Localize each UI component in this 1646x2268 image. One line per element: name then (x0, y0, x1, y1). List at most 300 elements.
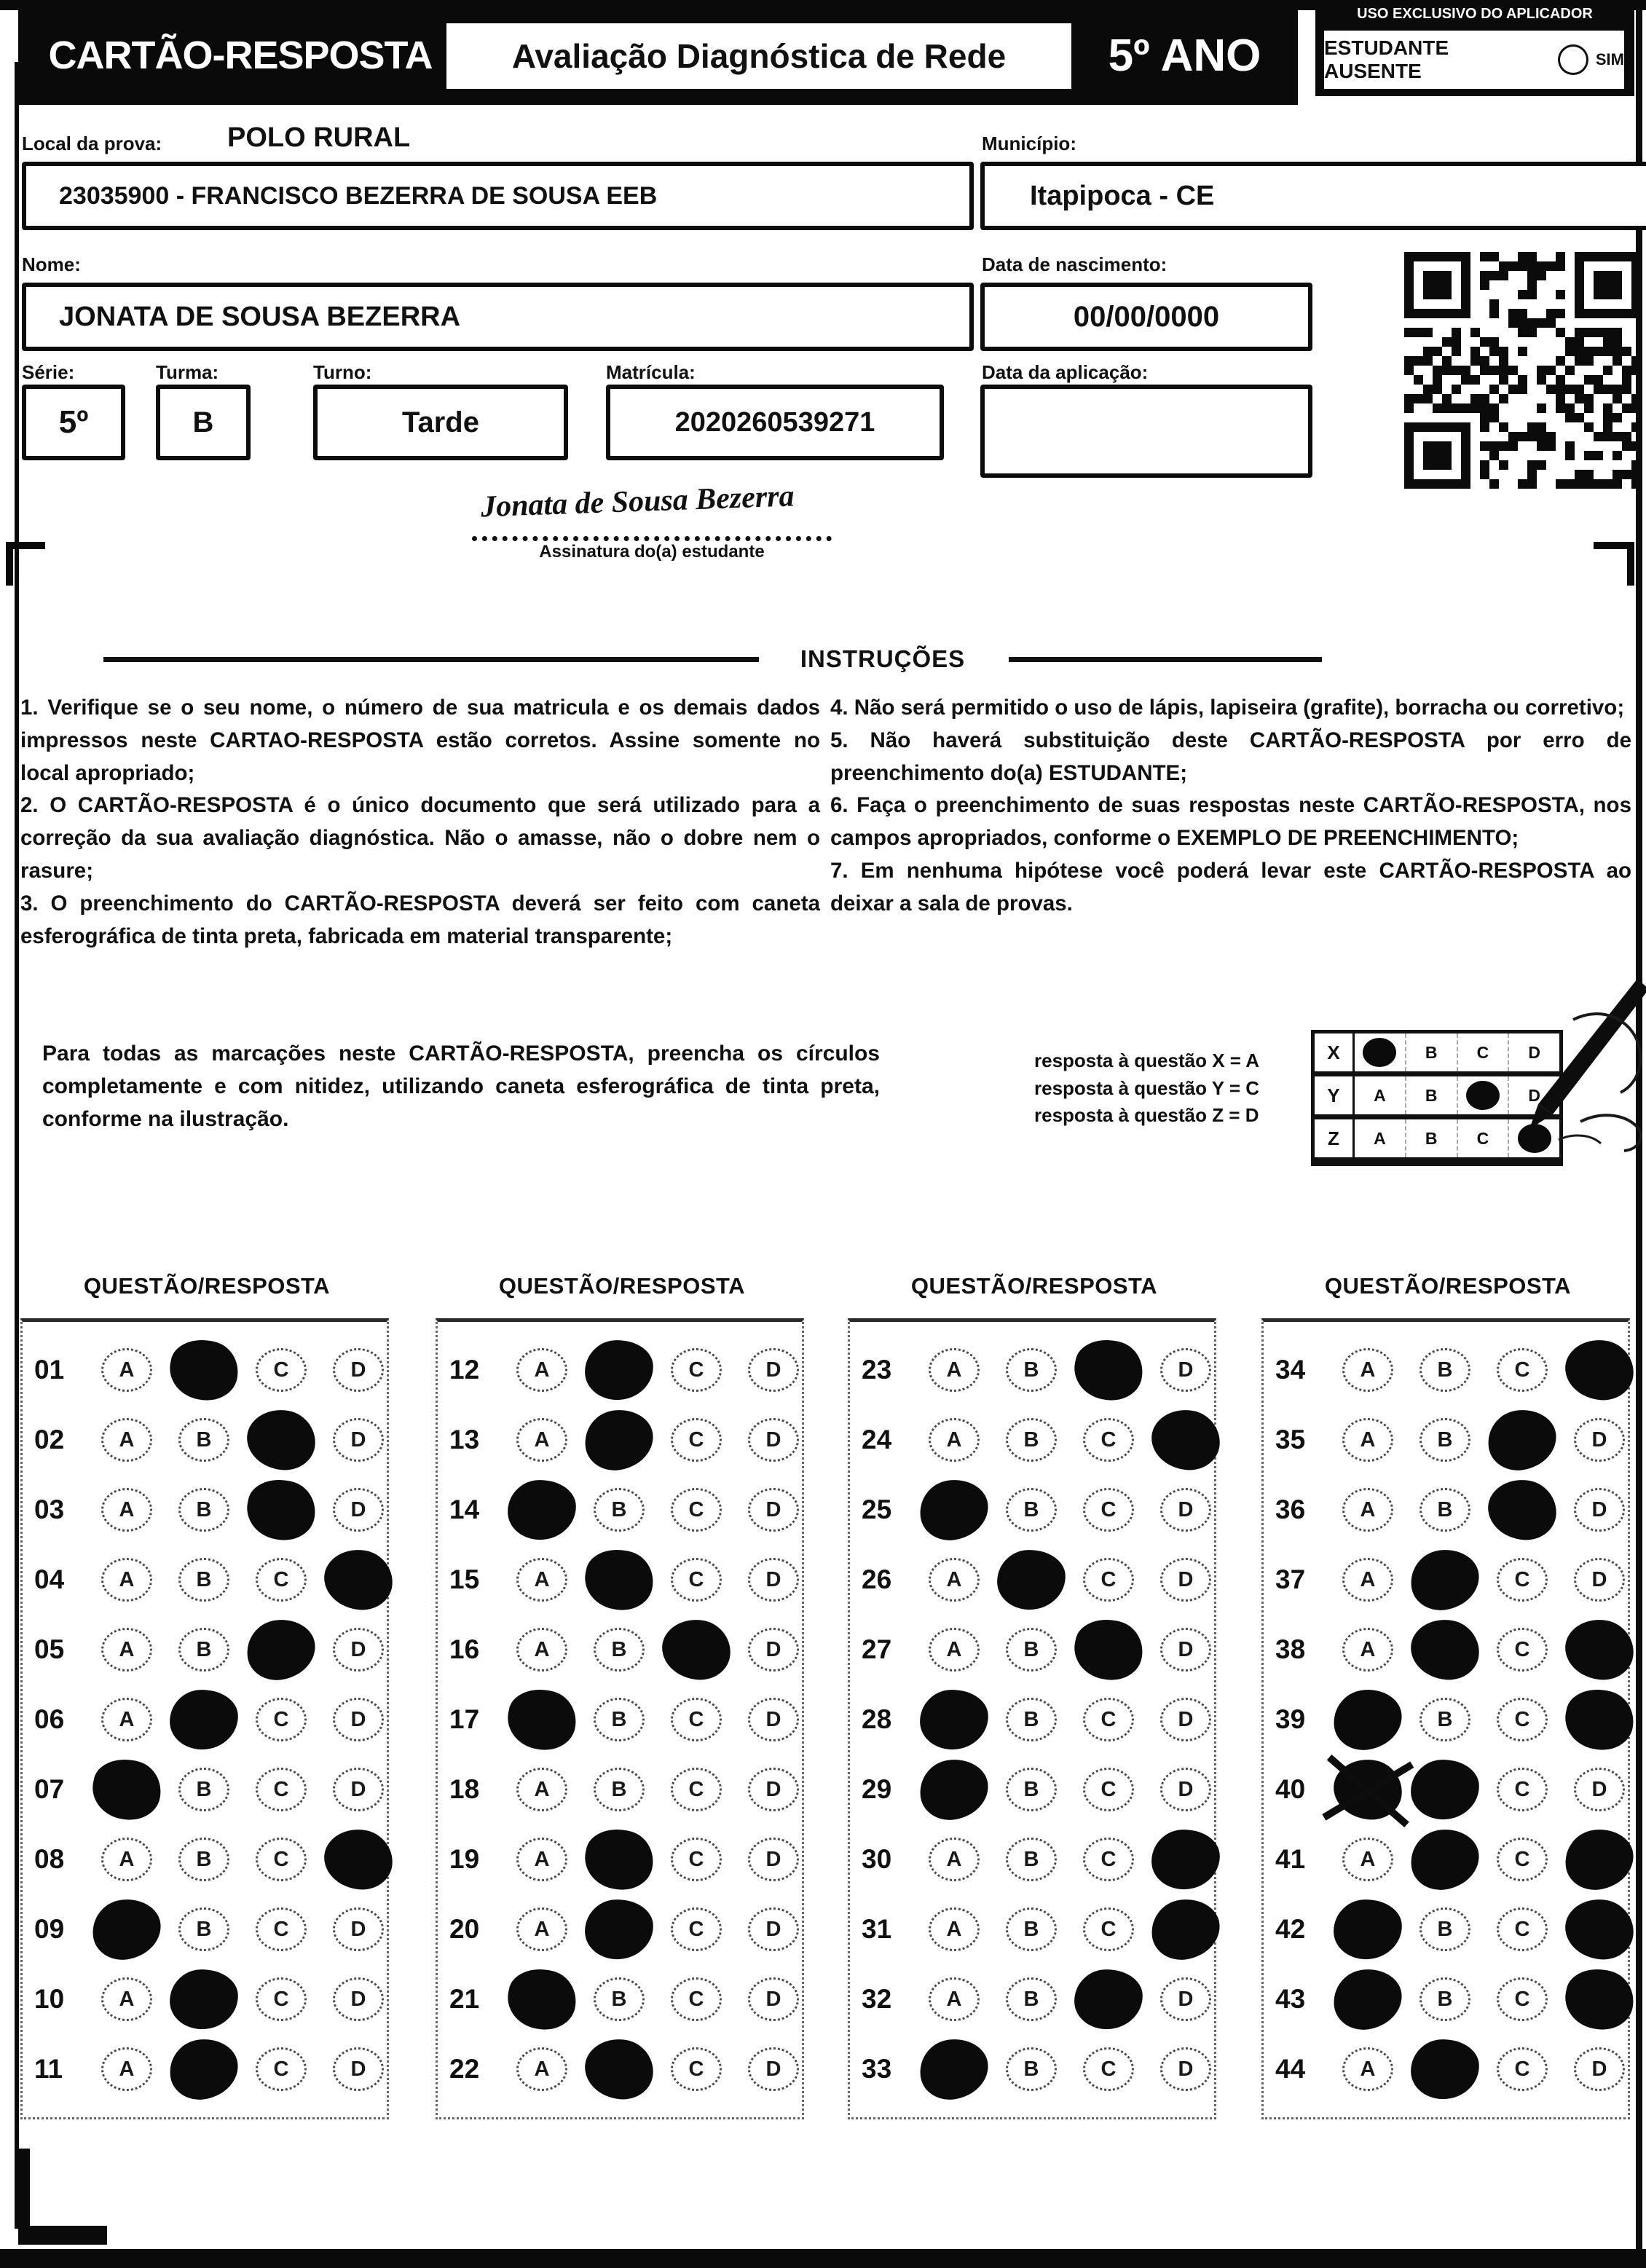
bubble-06-D[interactable] (333, 1698, 384, 1741)
bubble-21-D[interactable] (748, 1977, 799, 2021)
grade-badge: 5º ANO (1108, 30, 1261, 81)
bubble-letter: A (119, 1497, 135, 1521)
bubble-07-D[interactable] (333, 1768, 384, 1811)
bubble-21-A[interactable] (516, 1977, 567, 2021)
bubble-03-D[interactable] (333, 1488, 384, 1532)
options-group (516, 1698, 799, 1741)
bubble-33-A[interactable] (929, 2047, 980, 2091)
bubble-23-C[interactable] (1083, 1348, 1134, 1392)
question-number: 05 (34, 1634, 65, 1664)
bubble-08-D[interactable] (333, 1838, 384, 1881)
bubble-letter: D (350, 1987, 366, 2011)
bubble-31-A[interactable] (929, 1907, 980, 1951)
question-number: 41 (1275, 1844, 1306, 1874)
left-border-line (15, 62, 19, 2229)
bubble-letter: D (1178, 1358, 1194, 1382)
bubble-06-B[interactable] (178, 1698, 229, 1741)
bubble-36-C[interactable] (1497, 1488, 1548, 1532)
bubble-23-D[interactable] (1160, 1348, 1211, 1392)
bubble-letter: D (1178, 2057, 1194, 2081)
bubble-15-D[interactable] (748, 1558, 799, 1602)
bubble-23-B[interactable] (1006, 1348, 1057, 1392)
bubble-30-B[interactable] (1006, 1838, 1057, 1881)
bubble-20-A[interactable] (516, 1907, 567, 1951)
bubble-25-D[interactable] (1160, 1488, 1211, 1532)
bubble-30-A[interactable] (929, 1838, 980, 1881)
bubble-18-B[interactable] (594, 1768, 645, 1811)
bubble-28-C[interactable] (1083, 1698, 1134, 1741)
answer-row-14 (438, 1488, 802, 1532)
bubble-letter: C (1514, 1847, 1530, 1871)
answer-row-37 (1264, 1558, 1628, 1602)
bubble-letter: A (119, 1358, 135, 1382)
bubble-40-A[interactable] (1342, 1768, 1393, 1811)
bubble-23-A[interactable] (929, 1348, 980, 1392)
options-group (101, 1907, 384, 1951)
bubble-09-D[interactable] (333, 1907, 384, 1951)
bubble-39-B[interactable] (1419, 1698, 1470, 1741)
bubble-29-B[interactable] (1006, 1768, 1057, 1811)
answer-row-41 (1264, 1838, 1628, 1881)
bubble-12-A[interactable] (516, 1348, 567, 1392)
bubble-18-A[interactable] (516, 1768, 567, 1811)
bubble-05-A[interactable] (101, 1628, 152, 1672)
bubble-37-A[interactable] (1342, 1558, 1393, 1602)
bubble-41-A[interactable] (1342, 1838, 1393, 1881)
bubble-letter: A (534, 1777, 550, 1801)
bubble-13-A[interactable] (516, 1418, 567, 1462)
bubble-letter: D (350, 1358, 366, 1382)
bubble-37-B[interactable] (1419, 1558, 1470, 1602)
bubble-26-A[interactable] (929, 1558, 980, 1602)
bubble-11-B[interactable] (178, 2047, 229, 2091)
question-number: 07 (34, 1774, 65, 1804)
bubble-letter: D (765, 1428, 781, 1452)
instruction-item: 3. O preenchimento do CARTÃO-RESPOSTA deverá ser feito com caneta esferográfica de tinta preta, fabricada em material transparente; (20, 891, 820, 948)
filled-mark-27-C (1069, 1613, 1149, 1686)
bubble-13-B[interactable] (594, 1418, 645, 1462)
bubble-18-D[interactable] (748, 1768, 799, 1811)
bubble-26-D[interactable] (1160, 1558, 1211, 1602)
answer-row-13 (438, 1418, 802, 1462)
question-number: 16 (449, 1634, 480, 1664)
bubble-08-B[interactable] (178, 1838, 229, 1881)
question-number: 20 (449, 1914, 480, 1944)
bubble-letter: B (196, 1567, 212, 1591)
bubble-05-C[interactable] (256, 1628, 307, 1672)
bubble-19-B[interactable] (594, 1838, 645, 1881)
bubble-letter: C (1514, 1777, 1530, 1801)
filled-mark-38-D (1563, 1617, 1637, 1682)
bubble-25-B[interactable] (1006, 1488, 1057, 1532)
bottom-border-bar (0, 2249, 1646, 2268)
bubble-letter: D (350, 1497, 366, 1521)
filled-mark-25-A (916, 1476, 992, 1544)
bubble-18-C[interactable] (671, 1768, 722, 1811)
bubble-20-D[interactable] (748, 1907, 799, 1951)
bubble-09-A[interactable] (101, 1907, 152, 1951)
bubble-19-C[interactable] (671, 1838, 722, 1881)
bubble-40-D[interactable] (1574, 1768, 1625, 1811)
bubble-11-C[interactable] (256, 2047, 307, 2091)
answer-row-33 (850, 2047, 1214, 2091)
bubble-letter: A (1360, 2057, 1376, 2081)
bubble-07-B[interactable] (178, 1768, 229, 1811)
bubble-36-D[interactable] (1574, 1488, 1625, 1532)
bubble-25-A[interactable] (929, 1488, 980, 1532)
examiner-box (1315, 0, 1634, 96)
question-number: 23 (862, 1355, 892, 1385)
options-group (516, 2047, 799, 2091)
turma-label: Turma: (156, 361, 219, 383)
bubble-letter: C (1514, 1358, 1530, 1382)
bubble-09-C[interactable] (256, 1907, 307, 1951)
answer-row-35 (1264, 1418, 1628, 1462)
instructions-column-left (20, 692, 820, 953)
bubble-17-D[interactable] (748, 1698, 799, 1741)
example-legend (1034, 1047, 1259, 1130)
bubble-10-D[interactable] (333, 1977, 384, 2021)
instruction-item: 1. Verifique se o seu nome, o número de sua matricula e os demais dados impressos neste CARTAO-RESPOSTA estão corretos. Assine somente no local apropriado; (20, 696, 820, 785)
bubble-20-B[interactable] (594, 1907, 645, 1951)
bubble-letter: C (1100, 1777, 1117, 1801)
answer-row-34 (1264, 1348, 1628, 1392)
bubble-32-D[interactable] (1160, 1977, 1211, 2021)
absent-checkbox-circle[interactable] (1558, 44, 1588, 75)
bubble-31-D[interactable] (1160, 1907, 1211, 1951)
bubble-letter: A (1360, 1497, 1376, 1521)
bubble-02-D[interactable] (333, 1418, 384, 1462)
bubble-08-C[interactable] (256, 1838, 307, 1881)
bubble-letter: D (350, 1777, 366, 1801)
answer-row-18 (438, 1768, 802, 1811)
bubble-37-C[interactable] (1497, 1558, 1548, 1602)
bubble-33-C[interactable] (1083, 2047, 1134, 2091)
bubble-14-D[interactable] (748, 1488, 799, 1532)
question-number: 08 (34, 1844, 65, 1874)
bubble-letter: A (534, 1567, 550, 1591)
bubble-27-A[interactable] (929, 1628, 980, 1672)
student-absent-label: ESTUDANTE AUSENTE (1324, 36, 1449, 82)
bubble-44-B[interactable] (1419, 2047, 1470, 2091)
bubble-22-D[interactable] (748, 2047, 799, 2091)
bubble-36-B[interactable] (1419, 1488, 1470, 1532)
turno-field: Tarde (313, 385, 568, 460)
bubble-letter: C (1514, 1707, 1530, 1731)
bubble-15-B[interactable] (594, 1558, 645, 1602)
data-aplicacao-label: Data da aplicação: (982, 361, 1149, 383)
options-group (1342, 2047, 1625, 2091)
bubble-39-D[interactable] (1574, 1698, 1625, 1741)
bubble-letter: A (534, 1917, 550, 1941)
example-bubble-Y-B: B (1405, 1076, 1457, 1114)
bubble-25-C[interactable] (1083, 1488, 1134, 1532)
bubble-letter: C (1514, 2057, 1530, 2081)
bubble-letter: D (765, 1497, 781, 1521)
bubble-letter: D (1178, 1497, 1194, 1521)
bubble-letter: B (1437, 1497, 1453, 1521)
bubble-17-A[interactable] (516, 1698, 567, 1741)
bubble-24-A[interactable] (929, 1418, 980, 1462)
bubble-40-C[interactable] (1497, 1768, 1548, 1811)
bubble-08-A[interactable] (101, 1838, 152, 1881)
bubble-32-B[interactable] (1006, 1977, 1057, 2021)
bubble-34-D[interactable] (1574, 1348, 1625, 1392)
bubble-29-C[interactable] (1083, 1768, 1134, 1811)
bubble-34-C[interactable] (1497, 1348, 1548, 1392)
filled-mark-06-B (168, 1688, 240, 1752)
bubble-35-B[interactable] (1419, 1418, 1470, 1462)
bubble-17-C[interactable] (671, 1698, 722, 1741)
bubble-28-D[interactable] (1160, 1698, 1211, 1741)
options-group (1342, 1488, 1625, 1532)
bubble-letter: D (765, 1917, 781, 1941)
bubble-11-D[interactable] (333, 2047, 384, 2091)
bubble-02-B[interactable] (178, 1418, 229, 1462)
bubble-43-C[interactable] (1497, 1977, 1548, 2021)
school-field: 23035900 - FRANCISCO BEZERRA DE SOUSA EEB (22, 162, 974, 230)
example-bubble-Z-C: C (1457, 1119, 1508, 1157)
bubble-01-C[interactable] (256, 1348, 307, 1392)
filled-mark-41-B (1407, 1825, 1483, 1894)
example-bubble-X-D: D (1508, 1033, 1559, 1071)
bubble-letter: D (1178, 1777, 1194, 1801)
signature-dotted-line[interactable] (472, 503, 832, 541)
filled-mark-37-B (1407, 1546, 1483, 1614)
pen-and-hand-illustration-icon (1486, 976, 1646, 1165)
bubble-41-C[interactable] (1497, 1838, 1548, 1881)
bubble-28-A[interactable] (929, 1698, 980, 1741)
bubble-21-B[interactable] (594, 1977, 645, 2021)
bubble-34-A[interactable] (1342, 1348, 1393, 1392)
bubble-33-D[interactable] (1160, 2047, 1211, 2091)
turno-label: Turno: (313, 361, 372, 383)
bubble-44-C[interactable] (1497, 2047, 1548, 2091)
answer-row-03 (23, 1488, 387, 1532)
bubble-16-B[interactable] (594, 1628, 645, 1672)
bubble-07-A[interactable] (101, 1768, 152, 1811)
bubble-16-D[interactable] (748, 1628, 799, 1672)
bubble-10-A[interactable] (101, 1977, 152, 2021)
bubble-letter: D (350, 1428, 366, 1452)
question-number: 32 (862, 1984, 892, 2014)
bubble-22-C[interactable] (671, 2047, 722, 2091)
bubble-17-B[interactable] (594, 1698, 645, 1741)
question-number: 39 (1275, 1704, 1306, 1734)
bubble-24-D[interactable] (1160, 1418, 1211, 1462)
filled-mark-09-A (89, 1895, 165, 1964)
filled-mark-04-D (322, 1547, 395, 1613)
bubble-40-B[interactable] (1419, 1768, 1470, 1811)
bubble-15-A[interactable] (516, 1558, 567, 1602)
bubble-14-C[interactable] (671, 1488, 722, 1532)
bubble-42-C[interactable] (1497, 1907, 1548, 1951)
bubble-14-A[interactable] (516, 1488, 567, 1532)
bubble-29-A[interactable] (929, 1768, 980, 1811)
answer-row-09 (23, 1907, 387, 1951)
filled-mark-15-B (580, 1543, 659, 1616)
bubble-13-D[interactable] (748, 1418, 799, 1462)
bubble-35-C[interactable] (1497, 1418, 1548, 1462)
bubble-04-A[interactable] (101, 1558, 152, 1602)
bubble-19-A[interactable] (516, 1838, 567, 1881)
bubble-27-B[interactable] (1006, 1628, 1057, 1672)
bubble-letter: B (196, 1847, 212, 1871)
bubble-19-D[interactable] (748, 1838, 799, 1881)
question-number: 02 (34, 1425, 65, 1454)
bubble-37-D[interactable] (1574, 1558, 1625, 1602)
bubble-39-A[interactable] (1342, 1698, 1393, 1741)
bubble-01-B[interactable] (178, 1348, 229, 1392)
bubble-05-B[interactable] (178, 1628, 229, 1672)
options-group (929, 1907, 1211, 1951)
bubble-42-A[interactable] (1342, 1907, 1393, 1951)
bubble-30-D[interactable] (1160, 1838, 1211, 1881)
bubble-16-A[interactable] (516, 1628, 567, 1672)
assessment-subtitle: Avaliação Diagnóstica de Rede (446, 23, 1071, 89)
bubble-letter: B (1023, 1707, 1039, 1731)
bubble-12-D[interactable] (748, 1348, 799, 1392)
options-group (929, 1698, 1211, 1741)
answer-row-27 (850, 1628, 1214, 1672)
bubble-29-D[interactable] (1160, 1768, 1211, 1811)
filled-mark-34-D (1563, 1337, 1637, 1403)
bubble-13-C[interactable] (671, 1418, 722, 1462)
question-number: 28 (862, 1704, 892, 1734)
bubble-16-C[interactable] (671, 1628, 722, 1672)
bubble-03-C[interactable] (256, 1488, 307, 1532)
bubble-02-C[interactable] (256, 1418, 307, 1462)
bubble-41-D[interactable] (1574, 1838, 1625, 1881)
bubble-32-C[interactable] (1083, 1977, 1134, 2021)
filled-mark-13-B (581, 1406, 657, 1474)
bubble-27-C[interactable] (1083, 1628, 1134, 1672)
bubble-10-C[interactable] (256, 1977, 307, 2021)
bubble-letter: C (688, 1847, 704, 1871)
bubble-38-C[interactable] (1497, 1628, 1548, 1672)
bubble-06-A[interactable] (101, 1698, 152, 1741)
bubble-44-A[interactable] (1342, 2047, 1393, 2091)
bubble-24-B[interactable] (1006, 1418, 1057, 1462)
bubble-letter: B (1023, 1987, 1039, 2011)
bubble-letter: C (688, 1497, 704, 1521)
bubble-30-C[interactable] (1083, 1838, 1134, 1881)
bubble-24-C[interactable] (1083, 1418, 1134, 1462)
filled-mark-24-D (1149, 1407, 1223, 1473)
bubble-31-C[interactable] (1083, 1907, 1134, 1951)
bubble-36-A[interactable] (1342, 1488, 1393, 1532)
bubble-letter: A (119, 1847, 135, 1871)
bubble-39-C[interactable] (1497, 1698, 1548, 1741)
filled-mark-19-B (580, 1823, 659, 1896)
options-group (1342, 1418, 1625, 1462)
bubble-28-B[interactable] (1006, 1698, 1057, 1741)
bubble-31-B[interactable] (1006, 1907, 1057, 1951)
bubble-12-C[interactable] (671, 1348, 722, 1392)
bubble-03-A[interactable] (101, 1488, 152, 1532)
bubble-38-A[interactable] (1342, 1628, 1393, 1672)
example-legend-line: resposta à questão X = A (1034, 1050, 1259, 1071)
question-number: 38 (1275, 1634, 1306, 1664)
bubble-32-A[interactable] (929, 1977, 980, 2021)
bubble-02-A[interactable] (101, 1418, 152, 1462)
filled-mark-16-C (660, 1617, 733, 1682)
filled-mark-41-D (1562, 1825, 1637, 1894)
bubble-letter: C (273, 1847, 289, 1871)
answer-column-4 (1261, 1318, 1630, 2119)
bubble-43-A[interactable] (1342, 1977, 1393, 2021)
bubble-35-D[interactable] (1574, 1418, 1625, 1462)
bubble-11-A[interactable] (101, 2047, 152, 2091)
bubble-44-D[interactable] (1574, 2047, 1625, 2091)
bubble-letter: C (1100, 2057, 1117, 2081)
bubble-33-B[interactable] (1006, 2047, 1057, 2091)
bubble-04-B[interactable] (178, 1558, 229, 1602)
bubble-04-D[interactable] (333, 1558, 384, 1602)
bubble-15-C[interactable] (671, 1558, 722, 1602)
bubble-letter: D (765, 1358, 781, 1382)
bubble-letter: B (196, 1428, 212, 1452)
bubble-20-C[interactable] (671, 1907, 722, 1951)
example-bubble-X-A (1355, 1033, 1405, 1071)
options-group (929, 1628, 1211, 1672)
bubble-34-B[interactable] (1419, 1348, 1470, 1392)
bubble-43-B[interactable] (1419, 1977, 1470, 2021)
bubble-26-B[interactable] (1006, 1558, 1057, 1602)
filled-mark-28-A (918, 1688, 990, 1752)
bubble-09-B[interactable] (178, 1907, 229, 1951)
options-group (929, 2047, 1211, 2091)
bubble-letter: C (273, 1707, 289, 1731)
bubble-38-B[interactable] (1419, 1628, 1470, 1672)
page-title: CARTÃO-RESPOSTA (48, 34, 433, 77)
bubble-letter: B (1437, 1987, 1453, 2011)
options-group (101, 1977, 384, 2021)
bubble-42-B[interactable] (1419, 1907, 1470, 1951)
answer-column-1 (20, 1318, 389, 2119)
bubble-22-A[interactable] (516, 2047, 567, 2091)
bubble-01-D[interactable] (333, 1348, 384, 1392)
bubble-04-C[interactable] (256, 1558, 307, 1602)
bubble-42-D[interactable] (1574, 1907, 1625, 1951)
filled-mark-07-A (87, 1753, 167, 1826)
bubble-43-D[interactable] (1574, 1977, 1625, 2021)
answer-row-38 (1264, 1628, 1628, 1672)
bubble-41-B[interactable] (1419, 1838, 1470, 1881)
bubble-14-B[interactable] (594, 1488, 645, 1532)
bubble-03-B[interactable] (178, 1488, 229, 1532)
bubble-letter: A (534, 1358, 550, 1382)
instruction-item: 7. Em nenhuma hipótese você poderá levar este CARTÃO-RESPOSTA ao deixar a sala de provas. (830, 859, 1631, 916)
bubble-06-C[interactable] (256, 1698, 307, 1741)
bubble-38-D[interactable] (1574, 1628, 1625, 1672)
question-number: 12 (449, 1355, 480, 1385)
question-number: 17 (449, 1704, 480, 1734)
bubble-letter: D (350, 1707, 366, 1731)
bubble-letter: C (688, 1987, 704, 2011)
bubble-27-D[interactable] (1160, 1628, 1211, 1672)
bubble-07-C[interactable] (256, 1768, 307, 1811)
bubble-22-B[interactable] (594, 2047, 645, 2091)
bubble-21-C[interactable] (671, 1977, 722, 2021)
bubble-35-A[interactable] (1342, 1418, 1393, 1462)
bubble-letter: C (1100, 1567, 1117, 1591)
bubble-01-A[interactable] (101, 1348, 152, 1392)
bubble-26-C[interactable] (1083, 1558, 1134, 1602)
bubble-10-B[interactable] (178, 1977, 229, 2021)
bubble-05-D[interactable] (333, 1628, 384, 1672)
bubble-12-B[interactable] (594, 1348, 645, 1392)
